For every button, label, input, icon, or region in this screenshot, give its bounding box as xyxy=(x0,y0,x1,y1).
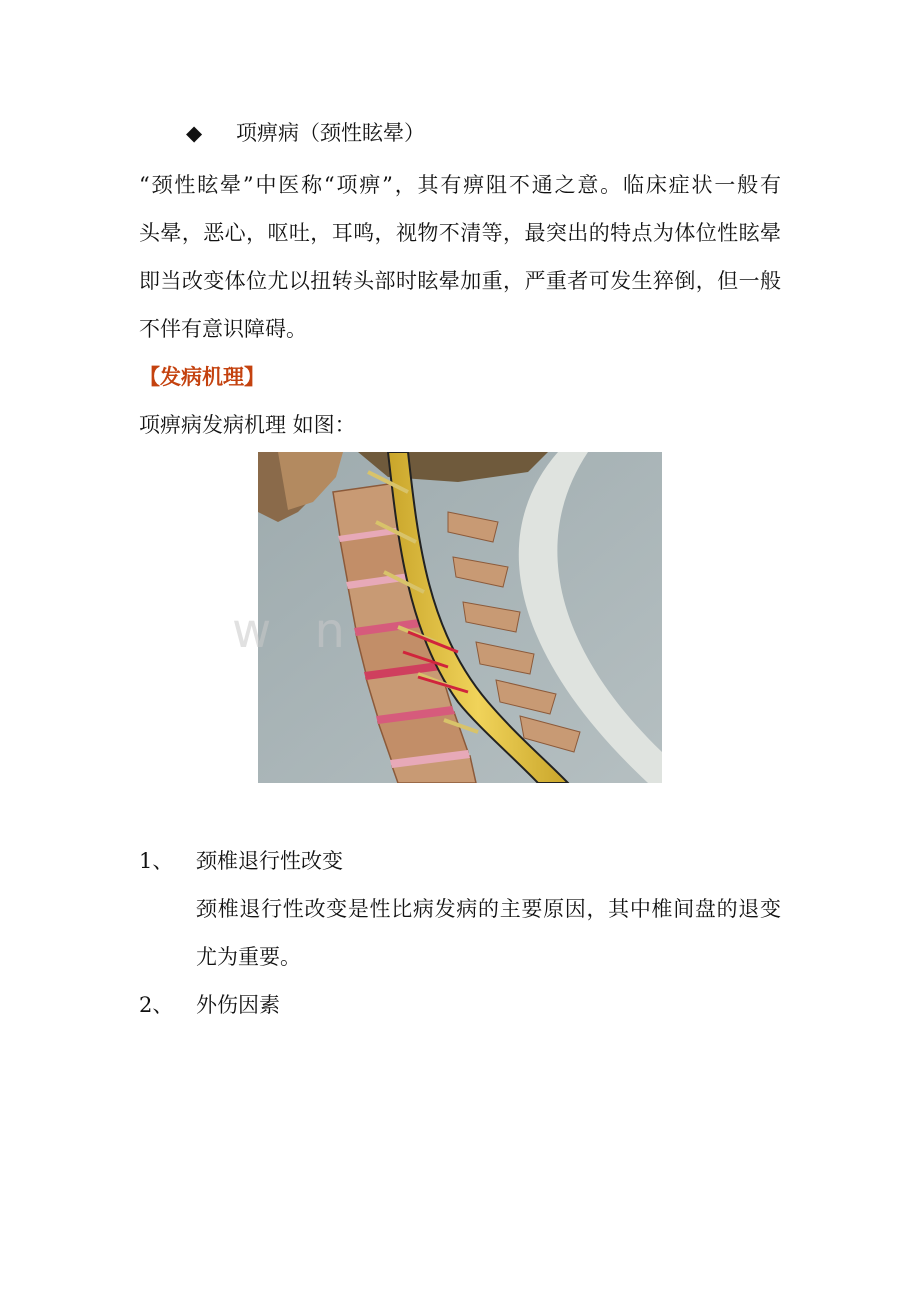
item-1-body-line-2: 尤为重要。 xyxy=(196,945,301,969)
item-2-number: 2、 xyxy=(139,993,174,1017)
heading xyxy=(186,118,425,148)
item-1-title: 颈椎退行性改变 xyxy=(196,849,343,873)
item-1-number: 1、 xyxy=(139,849,174,873)
intro-line-1: “颈性眩晕”中医称“项痹”，其有痹阻不通之意。临床症状一般有 xyxy=(139,173,781,197)
item-2-title: 外伤因素 xyxy=(196,993,280,1017)
heading-title: 项痹病（颈性眩晕） xyxy=(236,121,425,145)
figure-caption: 项痹病发病机理 如图： xyxy=(139,413,356,437)
intro-line-3: 即当改变体位尤以扭转头部时眩晕加重，严重者可发生猝倒，但一般 xyxy=(139,269,781,293)
section-title: 【发病机理】 xyxy=(139,364,265,389)
item-1-body-line-1: 颈椎退行性改变是性比病发病的主要原因，其中椎间盘的退变 xyxy=(196,897,781,921)
intro-line-2: 头晕，恶心，呕吐，耳鸣，视物不清等，最突出的特点为体位性眩晕 xyxy=(139,221,781,245)
diamond-bullet-icon: ◆ xyxy=(186,121,203,145)
intro-line-4: 不伴有意识障碍。 xyxy=(139,317,307,341)
watermark: w n xyxy=(232,603,359,659)
